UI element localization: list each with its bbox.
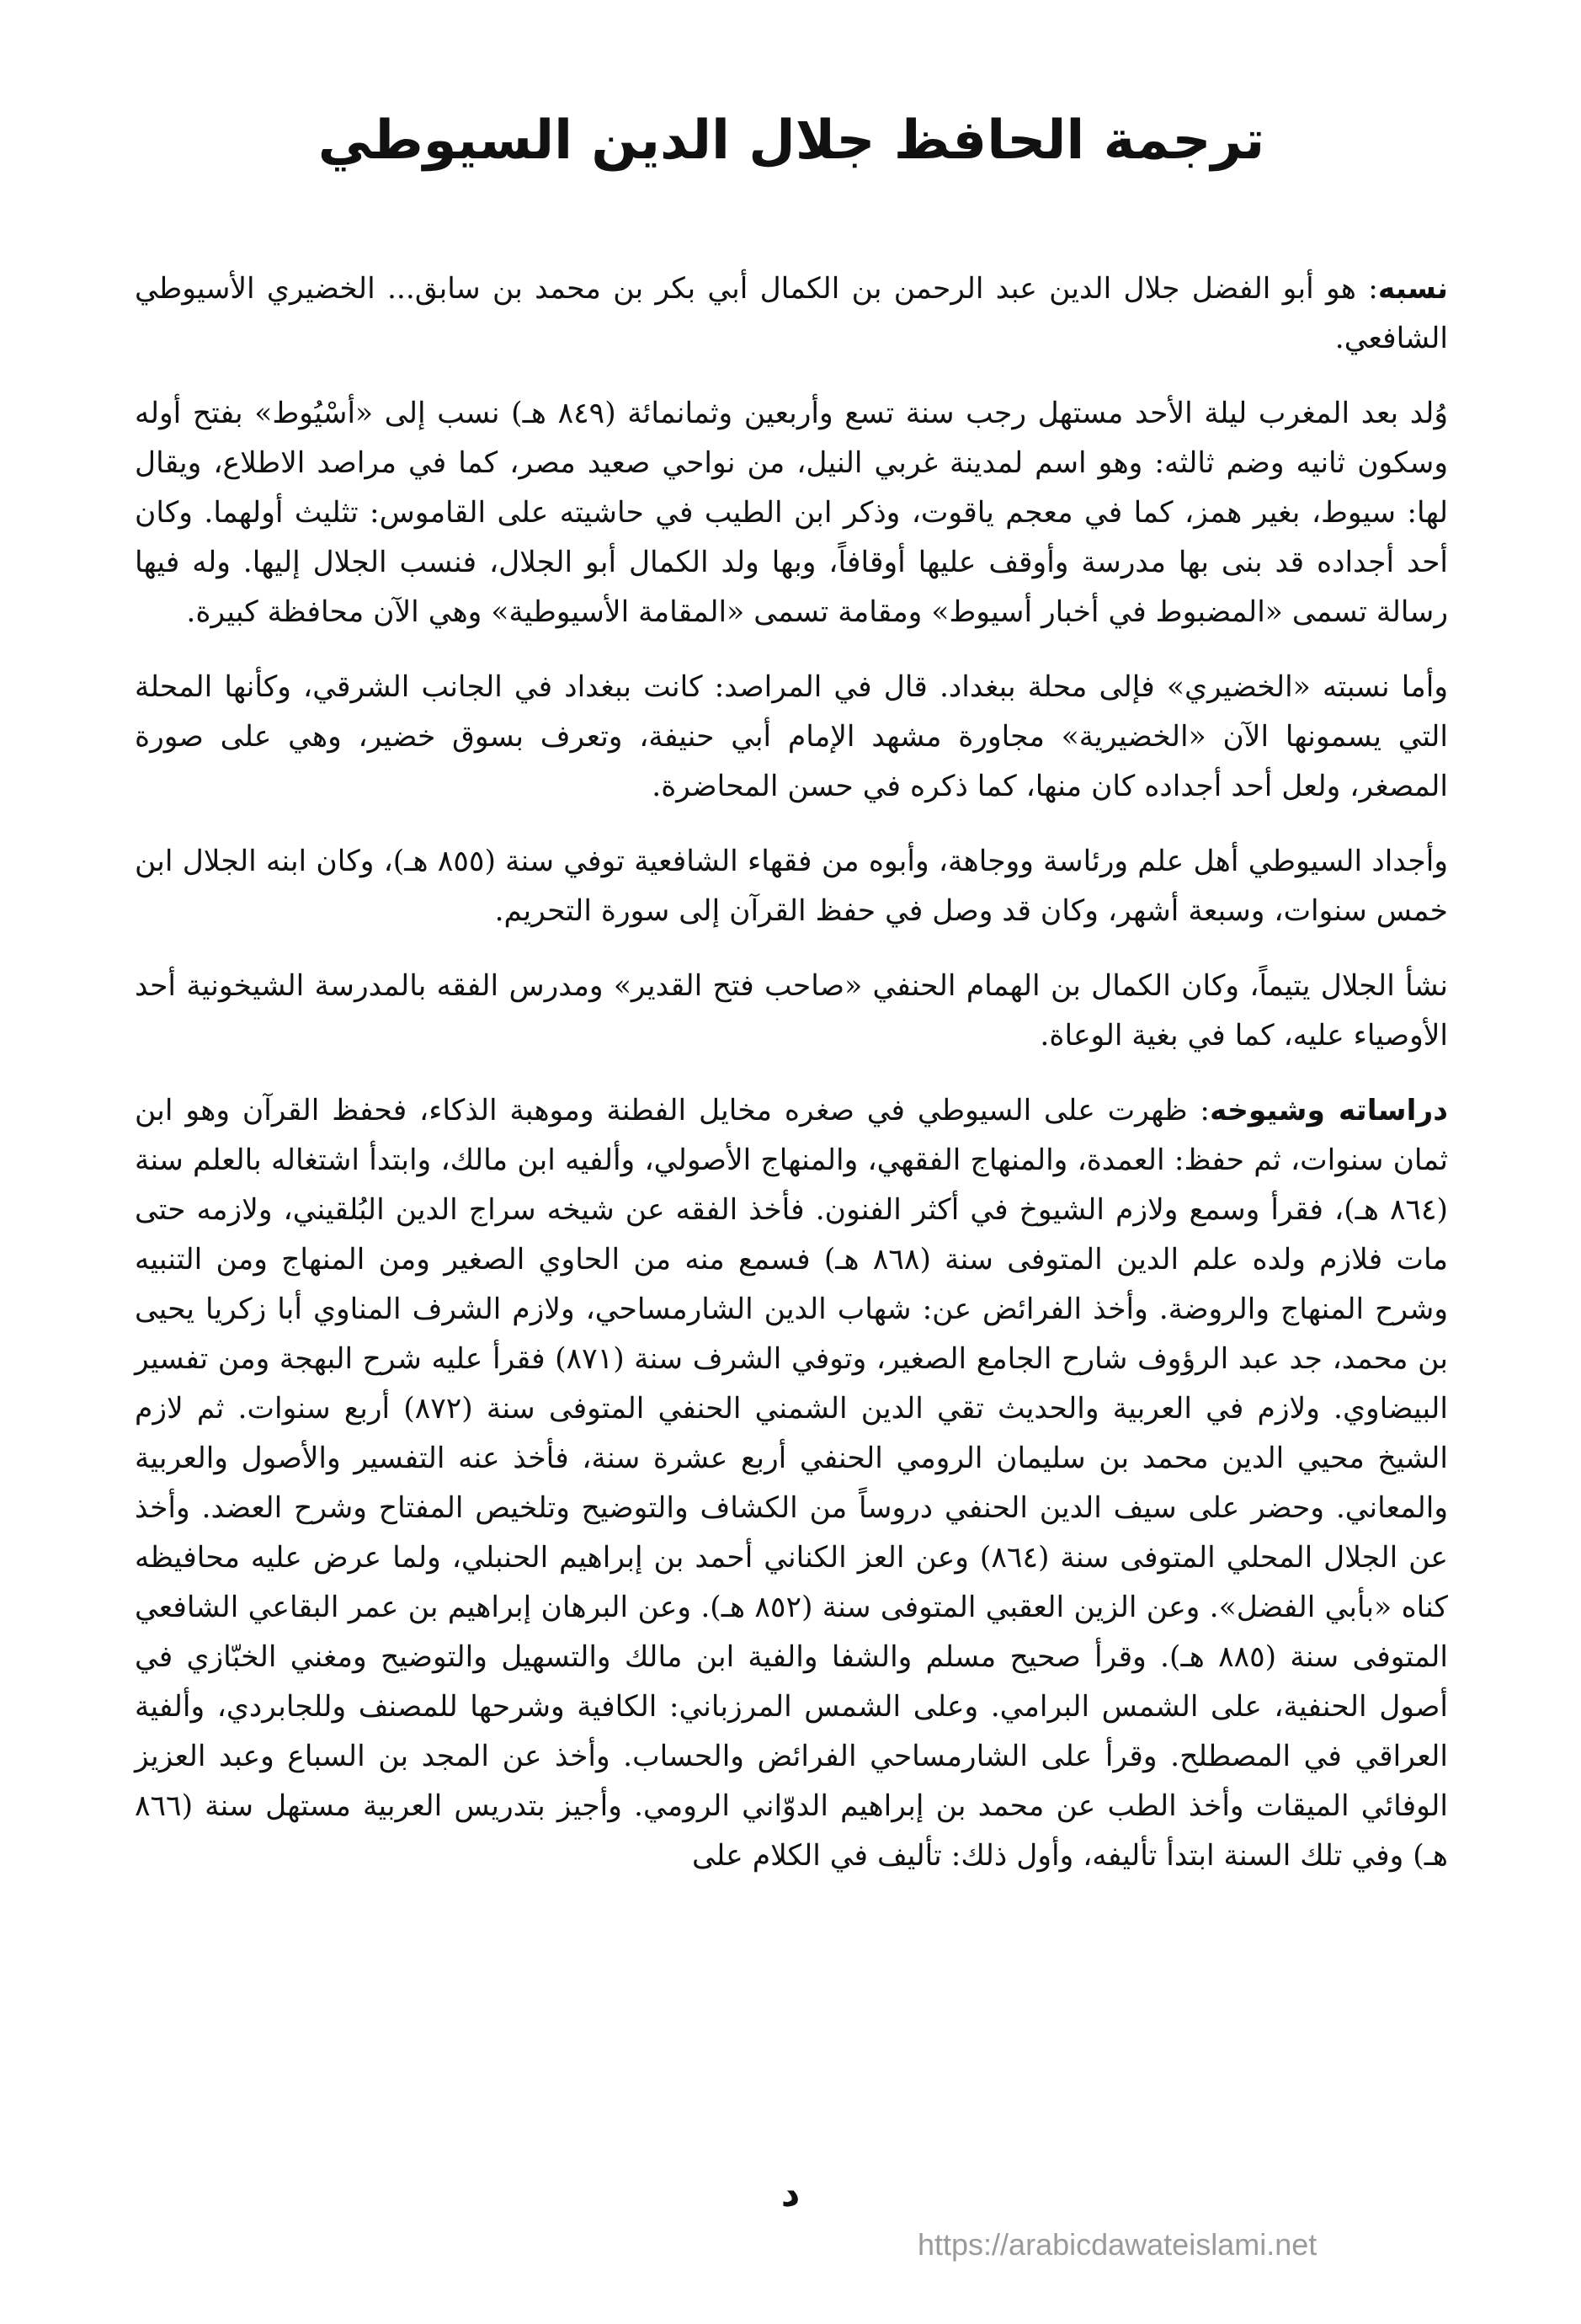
paragraph-studies xyxy=(135,1086,1448,1881)
page-number: د xyxy=(780,2172,801,2215)
document-page xyxy=(135,109,1448,1881)
paragraph-khudayri: وأما نسبته «الخضيري» فإلى محلة ببغداد. قال في المراصد: كانت ببغداد في الجانب الشرقي، وكأنها المحلة التي يسمونها الآن «الخضيرية» مجاورة مشهد الإمام أبي حنيفة، وتعرف بسوق خضير، وهي على صورة المصغر، ولعل أحد أجداده كان منها، كما ذكره في حسن المحاضرة. xyxy=(135,670,1448,803)
watermark-url: https://arabicdawateislami.net xyxy=(918,2227,1318,2262)
page-title: ترجمة الحافظ جلال الدين السيوطي xyxy=(317,109,1265,172)
paragraph-nasab xyxy=(135,264,1448,364)
studies-text: : ظهرت على السيوطي في صغره مخايل الفطنة وموهبة الذكاء، فحفظ القرآن وهو ابن ثمان سنوات، ثم حفظ: العمدة، والمنهاج الفقهي، والمنهاج الأصولي، وألفيه ابن مالك، وابتدأ اشتغاله بالعلم سنة (٨٦٤ هـ)، فقرأ وسمع ولازم الشيوخ في أكثر الفنون. فأخذ الفقه عن شيخه سراج الدين البُلقيني، ولازمه حتى مات فلازم ولده علم الدين المتوفى سنة (٨٦٨ هـ) فسمع منه من الحاوي الصغير ومن المنهاج ومن التنبيه وشرح المنهاج والروضة. وأخذ الفرائض عن: شهاب الدين الشارمساحي، ولازم الشرف المناوي أبا زكريا يحيى بن محمد، جد عبد الرؤوف شارح الجامع الصغير، وتوفي الشرف سنة (٨٧١) فقرأ عليه شرح البهجة ومن تفسير البيضاوي. ولازم في العربية والحديث تقي الدين الشمني الحنفي المتوفى سنة (٨٧٢) أربع سنوات. ثم لازم الشيخ محيي الدين محمد بن سليمان الرومي الحنفي أربع عشرة سنة، فأخذ عنه التفسير والأصول والعربية والمعاني. وحضر على سيف الدين الحنفي دروساً من الكشاف والتوضيح وتلخيص المفتاح وشرح العضد. وأخذ عن الجلال المحلي المتوفى سنة (٨٦٤) وعن العز الكناني أحمد بن إبراهيم الحنبلي، ولما عرض عليه محافيظه كناه «بأبي الفضل». وعن الزين العقبي المتوفى سنة (٨٥٢ هـ). وعن البرهان إبراهيم بن عمر البقاعي الشافعي المتوفى سنة (٨٨٥ هـ). وقرأ صحيح مسلم والشفا والفية ابن مالك والتسهيل والتوضيح ومغني الخبّازي في أصول الحنفية، على الشمس البرامي. وعلى الشمس المرزباني: الكافية وشرحها للمصنف وللجابردي، وألفية العراقي في المصطلح. وقرأ على الشارمساحي الفرائض والحساب. وأخذ عن المجد بن السباع وعبد العزيز الوفائي الميقات وأخذ الطب عن محمد بن إبراهيم الدوّاني الرومي. وأجيز بتدريس العربية مستهل سنة (٨٦٦ هـ) وفي تلك السنة ابتدأ تأليفه، وأول ذلك: تأليف في الكلام على xyxy=(135,1094,1449,1873)
nasab-heading: نسبه xyxy=(1377,272,1448,306)
paragraph-birth: وُلد بعد المغرب ليلة الأحد مستهل رجب سنة تسع وأربعين وثمانمائة (٨٤٩ هـ) نسب إلى «أسْيُوط» بفتح أوله وسكون ثانيه وضم ثالثه: وهو اسم لمدينة غربي النيل، من نواحي صعيد مصر، كما في مراصد الاطلاع، ويقال لها: سيوط، بغير همز، كما في معجم ياقوت، وذكر ابن الطيب في حاشيته على القاموس: تثليث أولهما. وكان أحد أجداده قد بنى بها مدرسة وأوقف عليها أوقافاً، وبها ولد الكمال أبو الجلال، فنسب الجلال إليها. وله فيها رسالة تسمى «المضبوط في أخبار أسيوط» ومقامة تسمى «المقامة الأسيوطية» وهي الآن محافظة كبيرة. xyxy=(135,397,1448,629)
nasab-text: : هو أبو الفضل جلال الدين عبد الرحمن بن الكمال أبي بكر بن محمد بن سابق... الخضيري الأسيوطي الشافعي. xyxy=(135,272,1448,355)
paragraph-orphan: نشأ الجلال يتيماً، وكان الكمال بن الهمام الحنفي «صاحب فتح القدير» ومدرس الفقه بالمدرسة الشيخونية أحد الأوصياء عليه، كما في بغية الوعاة. xyxy=(135,969,1449,1053)
studies-heading: دراساته وشيوخه xyxy=(1210,1094,1448,1127)
paragraph-ancestors: وأجداد السيوطي أهل علم ورئاسة ووجاهة، وأبوه من فقهاء الشافعية توفي سنة (٨٥٥ هـ)، وكان ابنه الجلال ابن خمس سنوات، وسبعة أشهر، وكان قد وصل في حفظ القرآن إلى سورة التحريم. xyxy=(135,845,1448,928)
